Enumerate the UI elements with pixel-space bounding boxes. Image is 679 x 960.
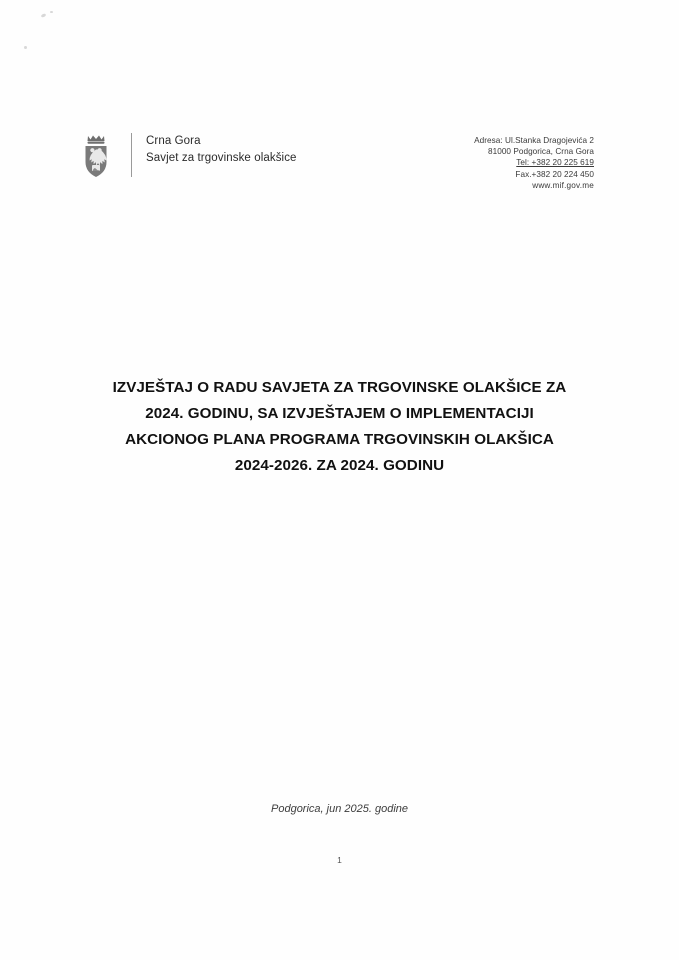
scan-artifact-speck [50, 11, 53, 13]
place-and-date: Podgorica, jun 2025. godine [271, 803, 408, 815]
letterhead [75, 131, 594, 191]
address-city: 81000 Podgorica, Crna Gora [488, 147, 594, 157]
contact-address-block [474, 131, 594, 191]
letterhead-divider [131, 133, 132, 177]
council-name: Savjet za trgovinske olakšice [146, 152, 297, 164]
address-phone: Tel: +382 20 225 619 [516, 158, 594, 168]
organization-identity [75, 131, 297, 183]
country-name: Crna Gora [146, 135, 201, 147]
montenegro-coat-of-arms-icon [75, 131, 117, 183]
address-street: Adresa: Ul.Stanka Dragojevića 2 [474, 136, 594, 145]
scan-artifact-speck [41, 13, 47, 18]
organization-name [146, 131, 297, 183]
page-number: 1 [337, 855, 342, 865]
document-title [72, 375, 607, 479]
scan-artifact-speck [24, 46, 27, 49]
title-line-4: 2024-2026. ZA 2024. GODINU [234, 457, 445, 474]
title-line-3: AKCIONOG PLANA PROGRAMA TRGOVINSKIH OLAKŠICA [125, 431, 554, 448]
address-fax: Fax.+382 20 224 450 [515, 169, 594, 179]
address-website[interactable]: www.mif.gov.me [532, 180, 594, 190]
title-line-1: IZVJEŠTAJ O RADU SAVJETA ZA TRGOVINSKE OLAKŠICE ZA [112, 379, 567, 396]
title-line-2: 2024. GODINU, SA IZVJEŠTAJEM O IMPLEMENTACIJI [145, 405, 534, 422]
